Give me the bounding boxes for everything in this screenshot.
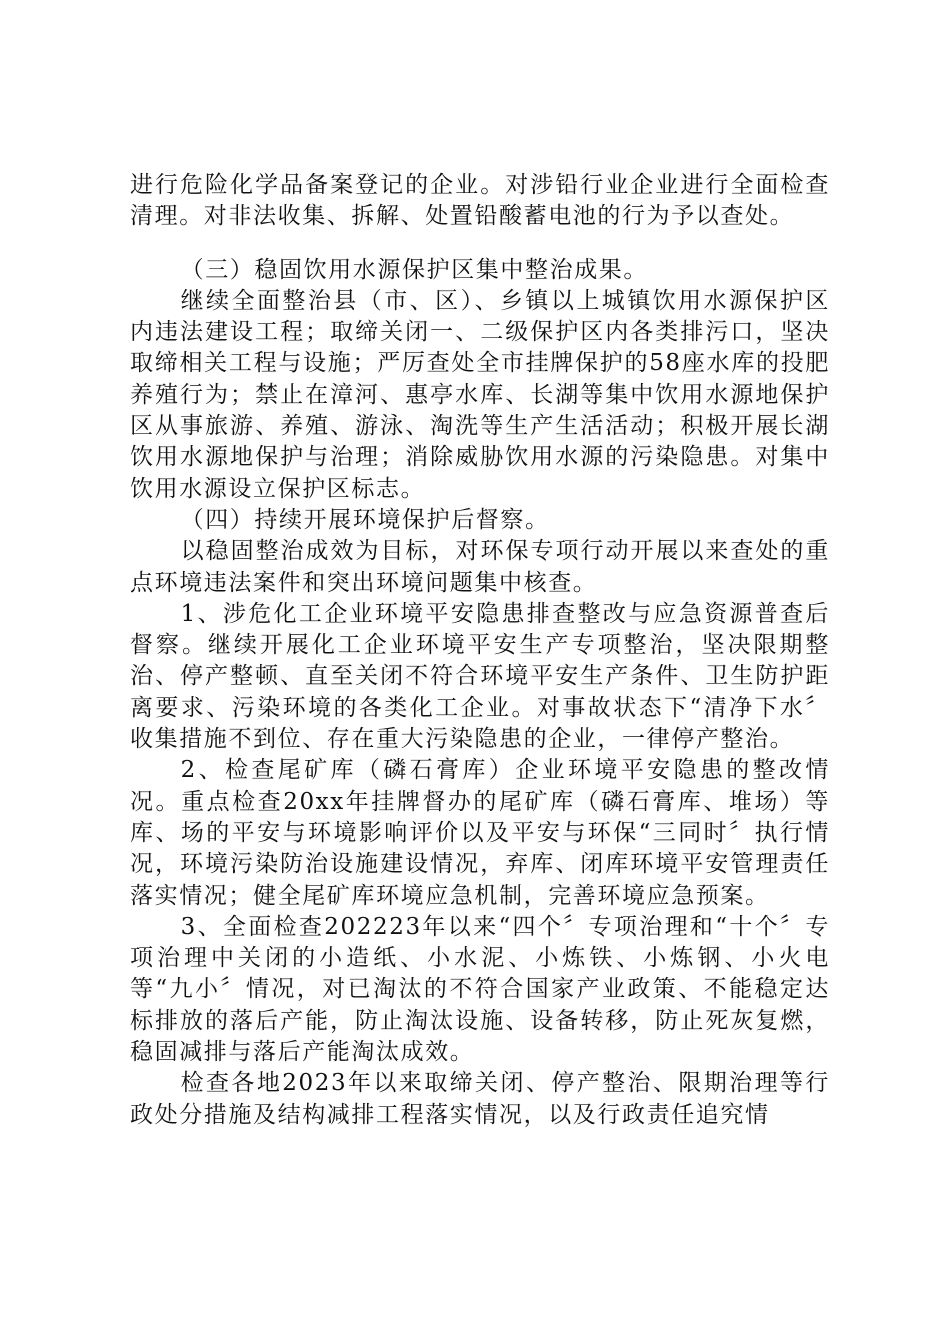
paragraph-gap	[130, 233, 830, 255]
paragraph-inspection: 检查各地2023年以来取缔关闭、停产整治、限期治理等行政处分措施及结构减排工程落实情况，以及行政责任追究情	[130, 1070, 830, 1128]
document-page	[130, 170, 830, 1131]
section-heading-4: （四）持续开展环境保护后督察。	[180, 506, 550, 533]
paragraph-continuation: 进行危险化学品备案登记的企业。对涉铅行业企业进行全面检查清理。对非法收集、拆解、处置铅酸蓄电池的行为予以查处。	[130, 172, 830, 230]
section-heading-3: （三）稳固饮用水源保护区集中整治成果。	[180, 256, 648, 283]
paragraph-item-2: 2、检查尾矿库（磷石膏库）企业环境平安隐患的整改情况。重点检查20xx年挂牌督办的尾矿库（磷石膏库、堆场）等库、场的平安与环境影响评价以及平安与环保“三同时〞执行情况，环境污染防治设施建设情况，弃库、闭库环境平安管理责任落实情况；健全尾矿库环境应急机制，完善环境应急预案。	[130, 757, 830, 909]
paragraph-item-3: 3、全面检查202223年以来“四个〞专项治理和“十个〞专项治理中关闭的小造纸、小水泥、小炼铁、小炼钢、小火电等“九小〞情况，对已淘汰的不符合国家产业政策、不能稳定达标排放的落后产能，防止淘汰设施、设备转移，防止死灰复燃，稳固减排与落后产能淘汰成效。	[130, 913, 830, 1066]
paragraph-water-source: 继续全面整治县（市、区）、乡镇以上城镇饮用水源保护区内违法建设工程；取缔关闭一、二级保护区内各类排污口，坚决取缔相关工程与设施；严厉查处全市挂牌保护的58座水库的投肥养殖行为；禁止在漳河、惠亭水库、长湖等集中饮用水源地保护区从事旅游、养殖、游泳、淘洗等生产生活活动；积极开展长湖饮用水源地保护与治理；消除威胁饮用水源的污染隐患。对集中饮用水源设立保护区标志。	[130, 287, 830, 502]
paragraph-item-1: 1、涉危化工企业环境平安隐患排查整改与应急资源普查后督察。继续开展化工企业环境平安生产专项整治，坚决限期整治、停产整顿、直至关闭不符合环境平安生产条件、卫生防护距离要求、污染环境的各类化工企业。对事故状态下“清净下水〞收集措施不到位、存在重大污染隐患的企业，一律停产整治。	[130, 600, 830, 753]
paragraph-supervision-goal: 以稳固整治成效为目标，对环保专项行动开展以来查处的重点环境违法案件和突出环境问题集中核查。	[130, 538, 830, 596]
